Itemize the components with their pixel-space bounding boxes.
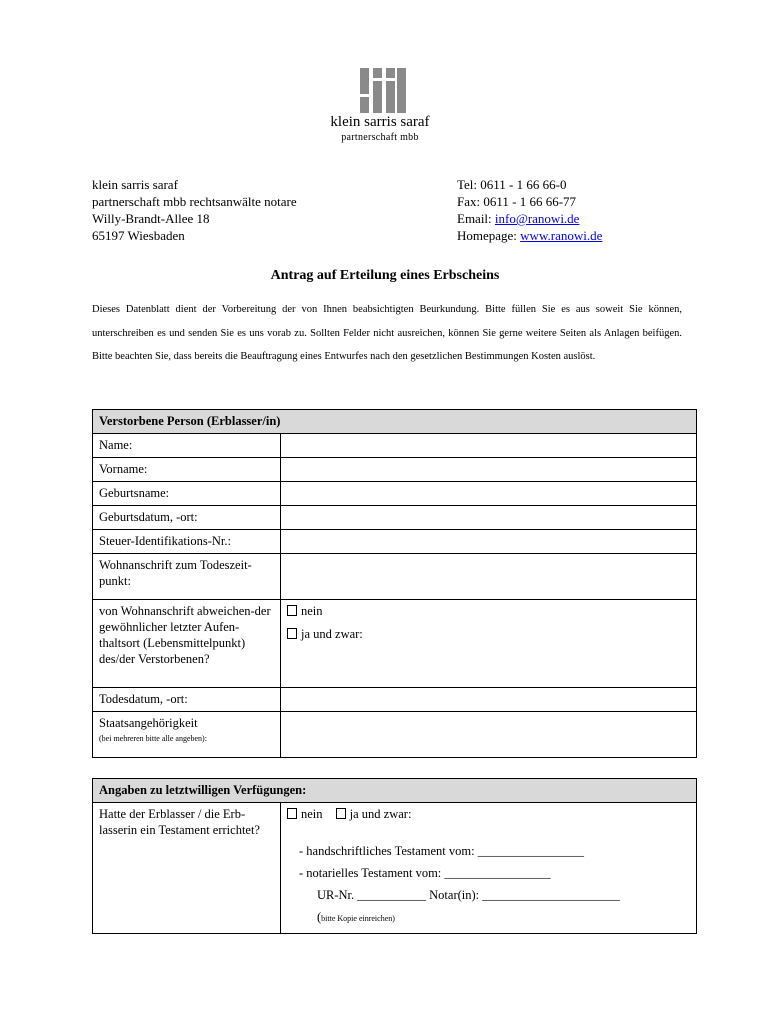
copy-note-paren: ( [317,910,322,924]
testament-ja-label: ja und zwar: [349,807,412,821]
dispositions-header: Angaben zu letztwilligen Verfügungen: [93,779,697,803]
option-nein-label: nein [301,604,323,618]
staat-label: Staatsangehörigkeit [99,716,198,730]
copy-note-text: bitte Kopie einreichen) [321,914,395,923]
address-line-4: 65197 Wiesbaden [92,228,185,243]
testament-nein-label: nein [301,807,323,821]
homepage-link[interactable]: www.ranowi.de [520,228,603,243]
checkbox-testament-nein[interactable] [287,808,297,819]
contact-home-row [457,227,602,244]
staat-field[interactable] [281,712,697,758]
logo-firm-name: klein sarris saraf [330,114,430,130]
geburtsname-field[interactable] [281,482,697,506]
geburtsdatum-field[interactable] [281,506,697,530]
steuer-id-label: Steuer-Identifikations-Nr.: [93,530,281,554]
staat-label-cell [93,712,281,758]
steuer-id-field[interactable] [281,530,697,554]
contact-email-row [457,210,602,227]
copy-note [299,906,690,930]
contact-fax: Fax: 0611 - 1 66 66-77 [457,194,577,209]
intro-text: Dieses Datenblatt dient der Vorbereitung der von Ihnen beabsichtigten Beurkundung. Bitte füllen Sie es aus soweit Sie können, unterschreiben es und senden Sie es uns vorab zu. Sollten Felder nicht ausreichen, können Sie gerne weitere Seiten als Anlagen beifügen. Bitte beachten Sie, dass bereits die Beauftragung eines Entwurfes nach den gesetzlichen Bestimmungen Kosten auslöst. [92,304,682,362]
urnr-line[interactable]: UR-Nr. ___________ Notar(in): ______________________ [317,888,620,902]
address-line-1: klein sarris saraf [92,177,178,192]
geburtsdatum-label: Geburtsdatum, -ort: [93,506,281,530]
address-line-2: partnerschaft mbb rechtsanwälte notare [92,194,297,209]
email-link[interactable]: info@ranowi.de [494,211,580,226]
vorname-label: Vorname: [93,458,281,482]
todesdatum-label: Todesdatum, -ort: [93,688,281,712]
dispositions-table [92,778,697,934]
geburtsname-label: Geburtsname: [93,482,281,506]
todesdatum-field[interactable] [281,688,697,712]
firm-address [92,176,297,244]
email-label: Email: [457,211,495,226]
notarial-testament-line[interactable]: - notarielles Testament vom: _________________ [299,866,551,880]
handwritten-testament-line[interactable]: - handschriftliches Testament vom: _________________ [299,844,584,858]
wohnanschrift-label: Wohnanschrift zum Todeszeit-punkt: [93,554,281,600]
deceased-header: Verstorbene Person (Erblasser/in) [93,410,697,434]
wohnanschrift-field[interactable] [281,554,697,600]
page-title: Antrag auf Erteilung eines Erbscheins [270,268,500,283]
name-field[interactable] [281,434,697,458]
address-line-3: Willy-Brandt-Allee 18 [92,211,210,226]
firm-contact [457,176,602,244]
contact-tel: Tel: 0611 - 1 66 66-0 [457,177,567,192]
homepage-label: Homepage: [457,228,521,243]
aufenthalt-label: von Wohnanschrift abweichen-der gewöhnlicher letzter Aufen-thaltsort (Lebensmittelpunkt) des/der Verstorbenen? [93,600,281,688]
deceased-table [92,409,697,758]
logo-firm-sub: partnerschaft mbb [341,132,419,143]
checkbox-nein[interactable] [287,605,297,616]
checkbox-ja[interactable] [287,628,297,639]
firm-logo [360,68,406,113]
testament-options [281,803,697,934]
vorname-field[interactable] [281,458,697,482]
checkbox-testament-ja[interactable] [336,808,346,819]
option-ja-label: ja und zwar: [301,627,363,641]
name-label: Name: [93,434,281,458]
aufenthalt-options [281,600,697,688]
staat-note: (bei mehreren bitte alle angeben): [99,734,207,743]
testament-question: Hatte der Erblasser / die Erb-lasserin ein Testament errichtet? [93,803,281,934]
